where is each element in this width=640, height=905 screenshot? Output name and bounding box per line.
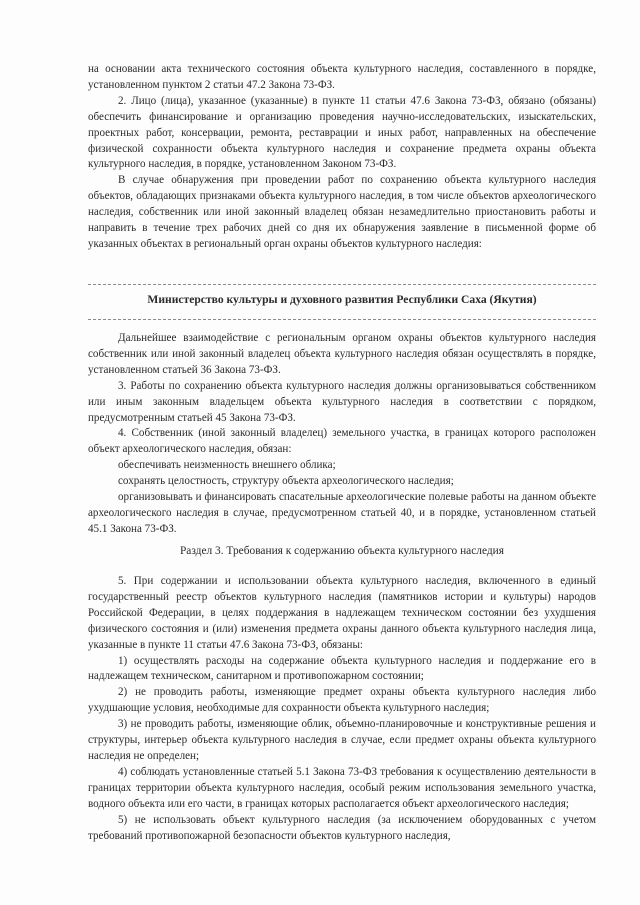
subitem-4: 4) соблюдать установленные статьей 5.1 Закона 73-ФЗ требования к осуществлению деятельности в границах территории объекта культурного наследия, особый режим использования земельного участка, водного объекта или его части, в границах которых располагается объект археологического наследия; — [88, 765, 596, 810]
list-item-appearance: обеспечивать неизменность внешнего облика; — [118, 459, 336, 472]
paragraph-item-5: 5. При содержании и использовании объекта культурного наследия, включенного в единый государственный реестр объектов культурного наследия (памятников истории и культуры) народов Российской Федерации, в целях поддержания в надлежащем техническом состоянии без ухудшения физического состояния и (или) изменения предмета охраны данного объекта культурного наследия лица, указанные в пункте 11 статьи 47.6 Закона 73-ФЗ, обязаны: — [88, 575, 596, 651]
subitem-1: 1) осуществлять расходы на содержание объекта культурного наследия и поддержание его в надлежащем техническом, санитарном и противопожарном состоянии; — [88, 654, 596, 683]
subitem-3: 3) не проводить работы, изменяющие облик, объемно-планировочные и конструктивные решения и структуры, интерьер объекта культурного наследия в случае, если предмет охраны объекта культурного наследия не определен; — [88, 718, 596, 762]
text-block-middle — [88, 331, 596, 538]
text-block-top — [88, 62, 596, 253]
list-item-integrity: сохранять целостность, структуру объекта археологического наследия; — [118, 475, 454, 488]
section-3-heading: Раздел 3. Требования к содержанию объекта культурного наследия — [179, 545, 505, 557]
paragraph-item-2: 2. Лицо (лица), указанное (указанные) в пункте 11 статьи 47.6 Закона 73-ФЗ, обязано (обязаны) обеспечить финансирование и организацию проведения научно-исследовательских, изыскательских, проектных работ, консервации, ремонта, реставрации и иных работ, направленных на обеспечение физической сохранности объекта культурного наследия и сохранение предмета охраны объекта культурного наследия, в порядке, установленном Законом 73-ФЗ. — [88, 94, 596, 171]
box-top-rule — [88, 284, 596, 285]
paragraph-interaction: Дальнейшее взаимодействие с региональным органом охраны объектов культурного наследия собственник или иной законный владелец объекта культурного наследия обязан осуществлять в порядке, установленном статьей 36 Закона 73-ФЗ. — [88, 332, 596, 376]
text-block-bottom — [88, 574, 596, 844]
ministry-title: Министерство культуры и духовного развития Республики Саха (Якутия) — [147, 293, 537, 306]
list-item-rescue-works: организовывать и финансировать спасательные археологические полевые работы на данном объекте археологического наследия в случае, предусмотренном статьей 40, и в порядке, установленном статьей 45.1 Закона 73-ФЗ. — [88, 491, 596, 535]
paragraph-item-4: 4. Собственник (иной законный владелец) земельного участка, в границах которого расположен объект археологического наследия, обязан: — [88, 427, 596, 456]
paragraph-discovery: В случае обнаружения при проведении работ по сохранению объекта культурного наследия объектов, обладающих признаками объекта культурного наследия, в том числе объектов археологического наследия, собственник или иной законный владелец обязан незамедлительно приостановить работы и направить в течение трех рабочих дней со дня их обнаружения заявление в письменной форме об указанных объектах в региональный орган охраны объектов культурного наследия: — [88, 174, 596, 250]
subitem-5: 5) не использовать объект культурного наследия (за исключением оборудованных с учетом требований противопожарной безопасности объектов культурного наследия, — [88, 813, 596, 842]
paragraph-continuation: на основании акта технического состояния объекта культурного наследия, составленного в порядке, установленном пунктом 2 статьи 47.2 Закона 73-ФЗ. — [88, 63, 596, 91]
paragraph-item-3: 3. Работы по сохранению объекта культурного наследия должны организовываться собственником или иным законным владельцем объекта культурного наследия в соответствии с порядком, предусмотренным статьей 45 Закона 73-ФЗ. — [88, 379, 596, 424]
subitem-2: 2) не проводить работы, изменяющие предмет охраны объекта культурного наследия либо ухудшающие условия, необходимые для сохранности объекта культурного наследия; — [88, 686, 596, 715]
box-bottom-rule — [88, 319, 596, 320]
